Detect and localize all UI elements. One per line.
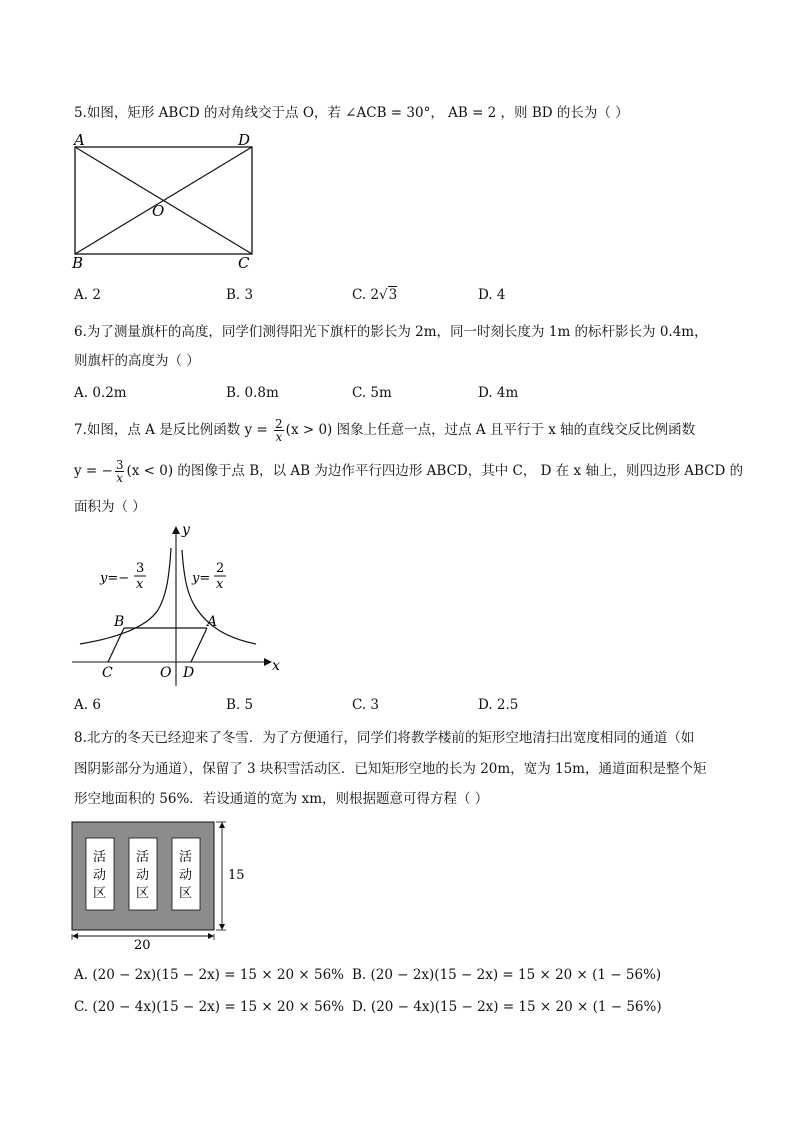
sqrt-icon: √ bbox=[379, 287, 388, 303]
q7-line1-post: (x > 0) 图象上任意一点，过点 A 且平行于 x 轴的直线交反比例函数 bbox=[285, 422, 696, 438]
q7-line1-pre: 7.如图，点 A 是反比例函数 y = bbox=[74, 422, 273, 438]
q7-label-O: O bbox=[160, 665, 172, 681]
q8-stem-line3: 形空地面积的 56%．若设通道的宽为 xm，则根据题意可得方程（ ） bbox=[74, 791, 489, 807]
q7-label-D: D bbox=[183, 665, 195, 681]
q7-label-C: C bbox=[102, 665, 113, 681]
q8-zone3-char3: 区 bbox=[179, 886, 193, 901]
q7-option-d[interactable]: D. 2.5 bbox=[478, 697, 519, 713]
q8-snowfield-figure bbox=[68, 818, 248, 952]
q7-option-a[interactable]: A. 6 bbox=[74, 697, 101, 713]
q7-stem-line1 bbox=[74, 418, 695, 443]
q8-zone2-char3: 区 bbox=[136, 886, 150, 901]
q7-label-B: B bbox=[114, 614, 125, 630]
q7-line2-pre: y = − bbox=[74, 463, 113, 479]
q8-stem-line2: 图阴影部分为通道），保留了 3 块积雪活动区．已知矩形空地的长为 20m，宽为 15m，通道面积是整个矩 bbox=[74, 761, 707, 777]
q7-frac2-den: x bbox=[116, 471, 124, 485]
q7-fraction-3-over-x bbox=[115, 459, 125, 484]
q8-width-label: 20 bbox=[134, 938, 151, 952]
q7-frac2-num: 3 bbox=[115, 458, 124, 472]
q7-left-fn-label: y=− bbox=[100, 571, 130, 586]
q5-label-B: B bbox=[72, 254, 84, 270]
q8-zone2-char1: 活 bbox=[136, 850, 150, 865]
q5-option-c-root: 3 bbox=[388, 287, 398, 303]
q7-stem-line2 bbox=[74, 459, 743, 484]
q8-height-label: 15 bbox=[228, 868, 245, 883]
q7-fraction-2-over-x bbox=[274, 418, 284, 443]
q7-frac1-num: 2 bbox=[275, 417, 283, 431]
q5-label-O: O bbox=[152, 202, 165, 220]
q6-option-b[interactable]: B. 0.8m bbox=[226, 385, 279, 401]
q7-x-axis-label: x bbox=[272, 658, 280, 674]
q8-option-b[interactable]: B. (20 − 2x)(15 − 2x) = 15 × 20 × (1 − 56%) bbox=[352, 967, 662, 983]
q8-zone1-char2: 动 bbox=[93, 868, 107, 883]
q7-frac1-den: x bbox=[275, 430, 283, 444]
q7-option-b[interactable]: B. 5 bbox=[226, 697, 254, 713]
q7-right-fn-den: x bbox=[216, 577, 224, 592]
q5-option-a[interactable]: A. 2 bbox=[74, 287, 101, 303]
q7-y-axis-label: y bbox=[182, 522, 190, 538]
q8-option-a[interactable]: A. (20 − 2x)(15 − 2x) = 15 × 20 × 56% bbox=[74, 967, 344, 983]
q5-option-c[interactable] bbox=[352, 286, 397, 304]
q7-label-A: A bbox=[207, 614, 218, 630]
q8-zone3-char1: 活 bbox=[179, 850, 193, 865]
q7-left-fn-den: x bbox=[136, 577, 144, 592]
q8-stem-line1: 8.北方的冬天已经迎来了冬雪．为了方便通行，同学们将教学楼前的矩形空地清扫出宽度相同的通道（如 bbox=[74, 730, 695, 746]
q6-option-a[interactable]: A. 0.2m bbox=[74, 385, 127, 401]
q7-stem-line3: 面积为（ ） bbox=[74, 499, 146, 515]
q5-option-d[interactable]: D. 4 bbox=[478, 287, 506, 303]
q5-option-c-prefix: C. 2 bbox=[352, 287, 380, 303]
q8-zone1-char1: 活 bbox=[93, 850, 107, 865]
q8-zone2-char2: 动 bbox=[136, 868, 150, 883]
q8-zone1-char3: 区 bbox=[93, 886, 107, 901]
q7-option-c[interactable]: C. 3 bbox=[352, 697, 380, 713]
q5-rectangle-figure bbox=[68, 130, 268, 270]
q6-stem-line1: 6.为了测量旗杆的高度，同学们测得阳光下旗杆的影长为 2m，同一时刻长度为 1m 的标杆影长为 0.4m， bbox=[74, 324, 708, 340]
q8-zone3-char2: 动 bbox=[179, 868, 193, 883]
q7-right-fn-label: y= bbox=[192, 571, 211, 586]
q6-stem-line2: 则旗杆的高度为（ ） bbox=[74, 353, 200, 369]
q7-left-fn-num: 3 bbox=[136, 561, 145, 576]
q5-label-A: A bbox=[74, 131, 85, 149]
q7-line2-post: (x < 0) 的图像于点 B，以 AB 为边作平行四边形 ABCD，其中 C， D 在 x 轴上，则四边形 ABCD 的 bbox=[126, 463, 744, 479]
q7-hyperbola-figure bbox=[66, 520, 288, 690]
q8-option-c[interactable]: C. (20 − 4x)(15 − 2x) = 15 × 20 × 56% bbox=[74, 999, 345, 1015]
q6-option-c[interactable]: C. 5m bbox=[352, 385, 392, 401]
q5-stem: 5.如图，矩形 ABCD 的对角线交于点 O，若 ∠ACB = 30°， AB = 2 ，则 BD 的长为（ ） bbox=[74, 105, 629, 121]
q7-right-fn-num: 2 bbox=[216, 561, 225, 576]
q5-option-b[interactable]: B. 3 bbox=[226, 287, 254, 303]
q5-label-D: D bbox=[238, 131, 251, 149]
q6-option-d[interactable]: D. 4m bbox=[478, 385, 519, 401]
q8-option-d[interactable]: D. (20 − 4x)(15 − 2x) = 15 × 20 × (1 − 56%) bbox=[352, 999, 662, 1015]
q5-label-C: C bbox=[238, 254, 250, 270]
